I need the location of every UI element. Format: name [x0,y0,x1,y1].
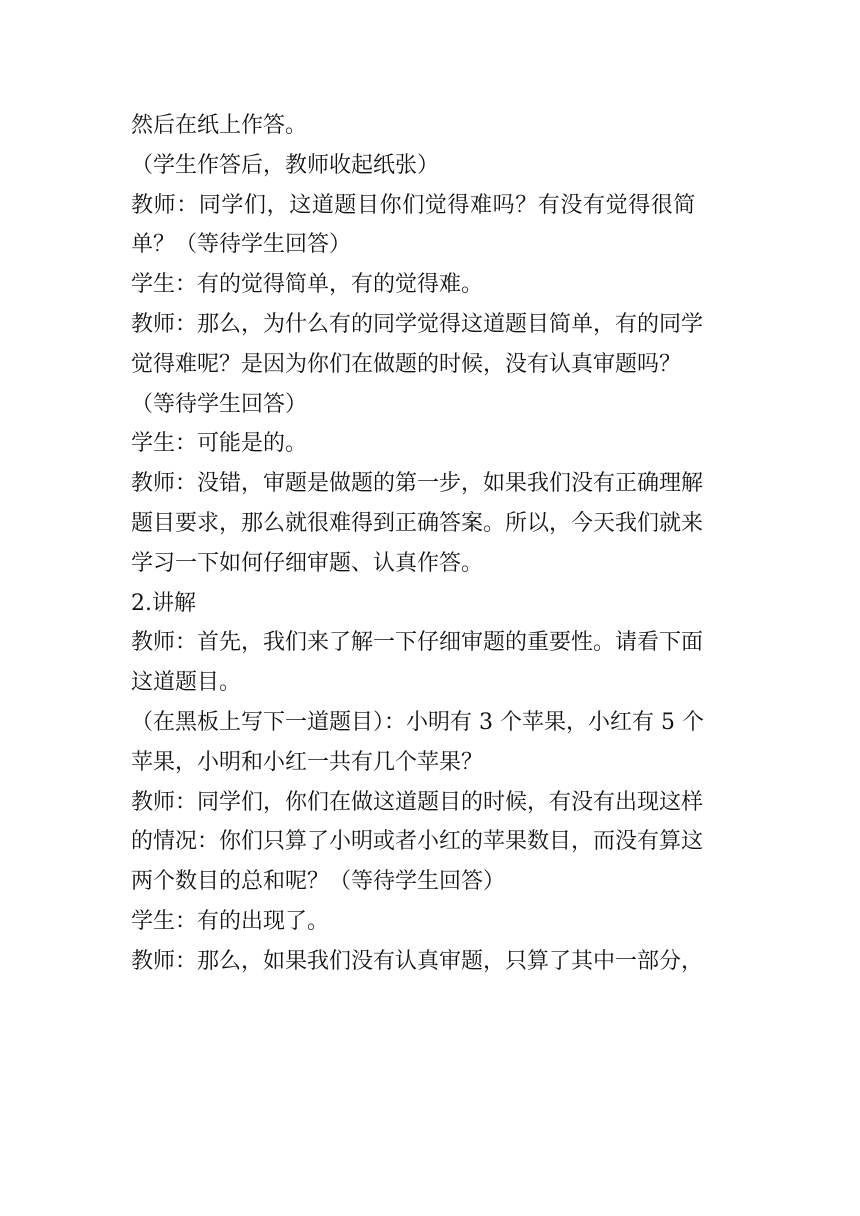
paragraph-line: （在黑板上写下一道题目）：小明有 3 个苹果，小红有 5 个 [131,709,704,735]
paragraph-line: 两个数目的总和呢？（等待学生回答） [131,869,506,895]
paragraph-line: 苹果，小明和小红一共有几个苹果？ [131,749,484,775]
paragraph-line: 教师：首先，我们来了解一下仔细审题的重要性。请看下面 [131,630,704,656]
paragraph-line: 题目要求，那么就很难得到正确答案。所以，今天我们就来 [131,510,704,536]
paragraph-line: 觉得难呢？是因为你们在做题的时候，没有认真审题吗？ [131,351,682,377]
paragraph-line: 教师：那么，为什么有的同学觉得这道题目简单，有的同学 [131,311,704,337]
paragraph-line: 这道题目。 [131,670,242,696]
paragraph-line: 教师：没错，审题是做题的第一步，如果我们没有正确理解 [131,471,704,497]
paragraph-line: 学生：有的觉得简单，有的觉得难。 [131,272,484,298]
document-body [131,106,741,982]
paragraph-line: 教师：同学们，这道题目你们觉得难吗？有没有觉得很简 [131,192,697,218]
paragraph-line: 单？（等待学生回答） [131,232,352,258]
paragraph-line: （学生作答后，教师收起纸张） [131,152,440,178]
paragraph-line: （等待学生回答） [131,391,308,417]
paragraph-line: 教师：那么，如果我们没有认真审题，只算了其中一部分， [131,948,704,974]
section-heading: 2.讲解 [131,590,196,616]
paragraph-line: 然后在纸上作答。 [131,113,308,138]
paragraph-line: 学生：可能是的。 [131,431,308,457]
paragraph-line: 学生：有的出现了。 [131,908,330,934]
paragraph-line: 的情况：你们只算了小明或者小红的苹果数目，而没有算这 [131,829,704,855]
paragraph-line: 学习一下如何仔细审题、认真作答。 [131,550,484,576]
paragraph-line: 教师：同学们，你们在做这道题目的时候，有没有出现这样 [131,789,704,815]
